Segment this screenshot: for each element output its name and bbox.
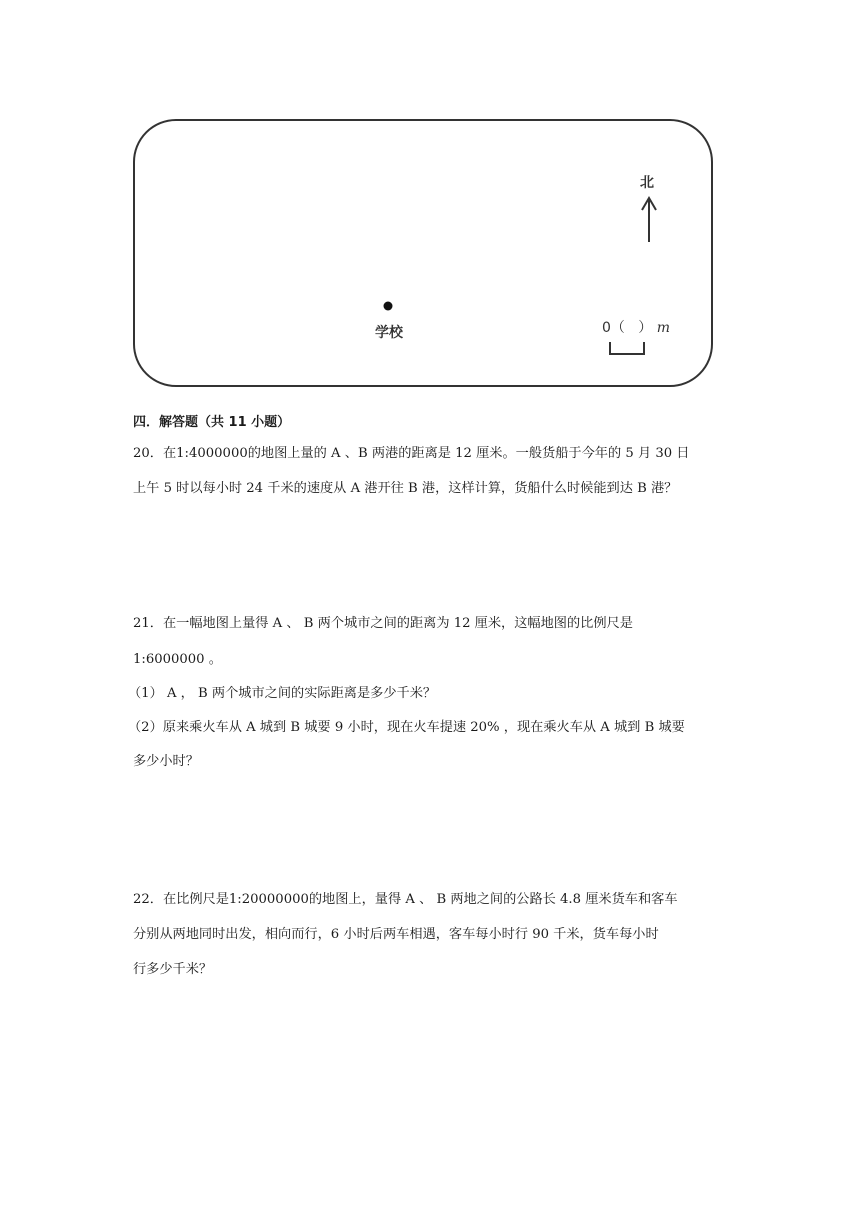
map-frame: [132, 118, 714, 388]
q20-line-2: 上午 5 时以每小时 24 千米的速度从 A 港开往 B 港，这样计算，货船什么时候能到达 B 港？: [133, 481, 678, 496]
q21-line-2: 1:6000000 。: [133, 652, 222, 667]
q21-sub-1: （1） A ， B 两个城市之间的实际距离是多少千米？: [128, 686, 437, 701]
map-figure: [132, 118, 714, 388]
scale-prefix: 0（: [602, 320, 625, 336]
q22-line-2: 分别从两地同时出发，相向而行，6 小时后两车相遇，客车每小时行 90 千米，货车每小时: [133, 927, 659, 942]
school-label: 学校: [375, 325, 403, 341]
scale-label: [602, 317, 670, 337]
q22-line-3: 行多少千米？: [133, 962, 213, 977]
scale-suffix: ）: [638, 320, 653, 336]
q20-line-1: 20．在1:4000000的地图上量的 A 、B 两港的距离是 12 厘米。一般货船于今年的 5 月 30 日: [133, 446, 690, 461]
scale-bar-icon: [610, 342, 644, 354]
q21-sub-2-line-1: （2）原来乘火车从 A 城到 B 城要 9 小时，现在火车提速 20% ，现在乘火车从 A 城到 B 城要: [128, 720, 685, 735]
q21-sub-2-line-2: 多少小时？: [133, 754, 199, 769]
section-title: 四．解答题（共 11 小题）: [133, 415, 291, 430]
q22-line-1: 22．在比例尺是1:20000000的地图上，量得 A 、 B 两地之间的公路长 4.8 厘米货车和客车: [133, 892, 678, 907]
north-label: 北: [640, 175, 654, 191]
scale-unit: m: [656, 320, 671, 336]
q21-line-1: 21．在一幅地图上量得 A 、 B 两个城市之间的距离为 12 厘米，这幅地图的比例尺是: [133, 616, 633, 631]
school-dot-icon: [384, 302, 393, 311]
